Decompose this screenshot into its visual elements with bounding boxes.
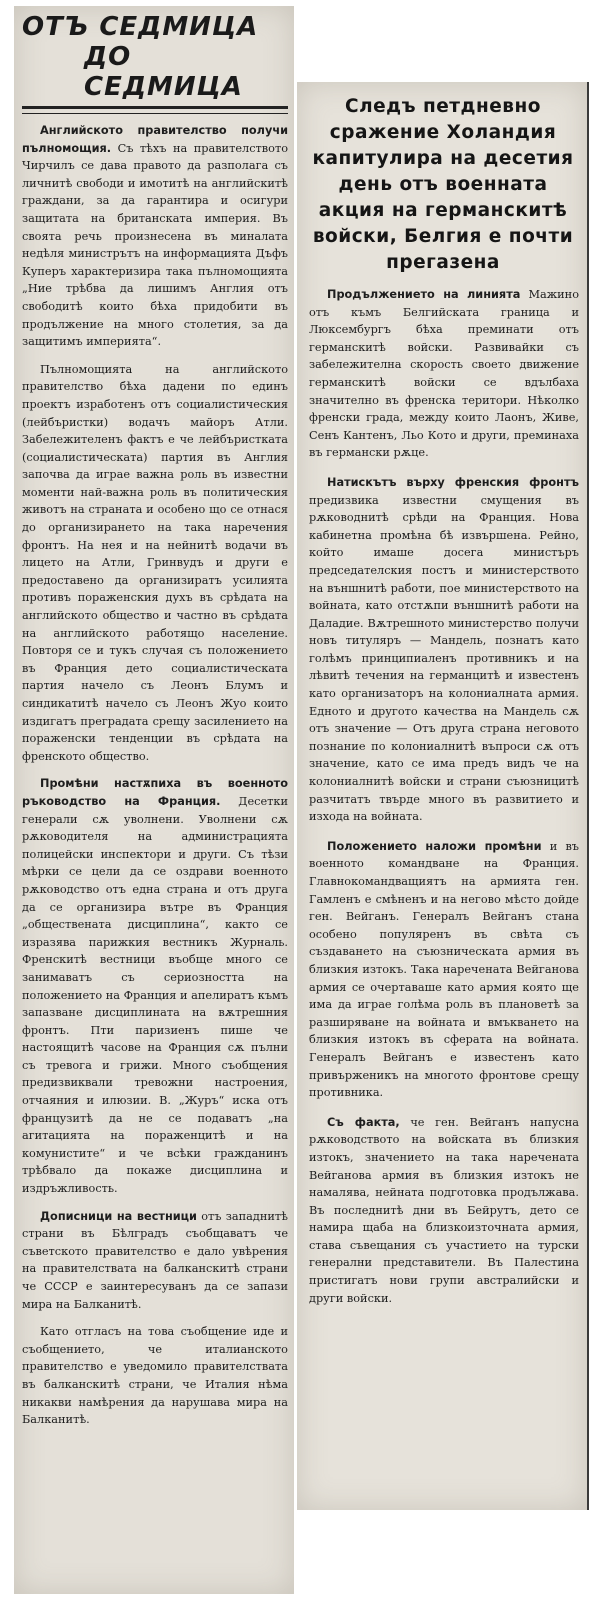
article-paragraph bbox=[22, 1323, 288, 1429]
masthead-line-2: ДО СЕДМИЦА bbox=[84, 42, 243, 102]
article-paragraph bbox=[22, 361, 288, 766]
paragraph-lead: Английското правителство получи пълномощия. bbox=[22, 124, 288, 155]
paragraph-lead: Продължението на линията bbox=[327, 288, 521, 301]
paragraph-lead: Промѣни настѫпиха въ военното ръководство на Франция. bbox=[22, 777, 288, 808]
article-paragraph bbox=[22, 122, 288, 351]
paragraph-text: отъ западнитѣ страни въ Бѣлградъ съобщаватъ че съветското правителство е дало увѣрения на правителствата на балканскитѣ страни че СССР е заинтересуванъ да се запази мира на Балканитѣ. bbox=[22, 1209, 288, 1311]
paragraph-text: Десетки генерали сѫ уволнени. Уволнени сѫ рѫководителя на администрацията полицейски инспектори и други. Съ тѣзи мѣрки се цели да се оздрави военното рѫководство отъ една страна и отъ друга да се организира вътре въ Франция „обществената дисциплина“, както се изразява парижкия вестникъ Журналь. Френскитѣ вестници въобще много се занимаватъ съ сериозността на положението на Франция и апелиратъ къмъ запазване дисциплината на вѫтрешния фронтъ. Пти паризиенъ пише че настоящитѣ часове на Франция сѫ пълни съ тревога и грижи. Много съобщения предизвиквали тревожни настроения, отчаяния и илюзии. В. „Журъ“ иска отъ французитѣ да не се подаватъ „на агитацията на пораженцитѣ и на комунистите“ и че всѣки гражданинъ трѣбвало да покаже дисциплина и издръжливость. bbox=[22, 794, 289, 1196]
masthead-line-1: ОТЪ СЕДМИЦА bbox=[22, 12, 259, 42]
article-paragraph bbox=[309, 838, 579, 1102]
paragraph-lead: Съ факта, bbox=[327, 1115, 400, 1129]
paragraph-lead: Натискътъ върху френския фронтъ bbox=[327, 475, 579, 489]
article-headline: Следъ петдневно сражение Холандия капитулира на десетия день отъ военната акция на германскитѣ войски, Белгия е почти прегазена bbox=[312, 96, 574, 273]
paragraph-lead: Положението наложи промѣни bbox=[327, 839, 542, 853]
paragraph-text: и въ военното командване на Франция. Главнокомандващиятъ на армията ген. Гамленъ е смѣненъ и на негово мѣсто дойде ген. Вейганъ. Генералъ Вейганъ стана особено популяренъ въ свѣта съ създаването на съюзническата армия въ близкия изтокъ. Така наречената Вейганова армия се очертаваше като армия която ще има да играе голѣма роль въ плановетѣ за разширяване на войната и вмъкването на близкия изтокъ въ сферата на войната. Генералъ Вейганъ е известенъ като привърженикъ на многото фронтове срещу противника. bbox=[309, 839, 579, 1100]
paragraph-text: Мажино отъ къмъ Белгийската граница и Люксембургъ бѣха преминати отъ германскитѣ войски. Развивайки съ забележителна скорость своето движение германскитѣ войски се вдълбаха значително въ френска територи. Нѣколко френски града, между които Лаонъ, Живе, Сенъ Кантенъ, Льо Кото и други, преминаха въ германски рѫце. bbox=[309, 288, 579, 460]
paragraph-lead: Дописници на вестници bbox=[40, 1209, 197, 1223]
article-paragraph bbox=[309, 474, 579, 826]
right-column bbox=[297, 82, 589, 1510]
masthead-rule bbox=[22, 106, 288, 114]
article-paragraph bbox=[309, 1114, 579, 1308]
article-paragraph bbox=[22, 1208, 288, 1314]
paragraph-text: че ген. Вейганъ напусна рѫководството на войската въ близкия изтокъ, значението на така наречената Вейганова армия въ близкия изтокъ не намалява, нейната подготовка продължава. Въ последнитѣ дни въ Бейрутъ, дето се намира щаба на близкоизточната армия, става съвещания съ участието на турски генерални представители. Въ Палестина пристигатъ нови групи австралийски и други войски. bbox=[309, 1115, 579, 1305]
left-column bbox=[14, 6, 294, 1594]
article-paragraph bbox=[22, 775, 288, 1197]
paragraph-text: предизвика известни смущения въ рѫководнитѣ срѣди на Франция. Нова кабинетна промѣна бѣ извършена. Рейно, който имаше досега министъръ председателския постъ и министерството на външнитѣ работи, пое министерството на войната, като отстѫпи външнитѣ работи на Даладие. Вѫтрешното министерство получи новъ титуляръ — Мандель, познатъ като голѣмъ принципиаленъ противникъ и на лѣвитѣ течения на германцитѣ и известенъ като организаторъ на колониалната армия. Едното и другото качества на Мандель сѫ отъ значение — Отъ друга страна неговото познание по колониалнитѣ въпроси сѫ отъ значение, като се има предъ видъ че на колониалнитѣ войски и страни съюзницитѣ разчитатъ твърде много въ развитието и изхода на войната. bbox=[309, 493, 579, 824]
paragraph-text: Пълномощията на английското правителство бѣха дадени по единъ проектъ изработенъ отъ социалистическия (лейбъристки) водачъ майоръ Атли. Забележителенъ фактъ е че лейбъристката (социалистическата) партия въ Англия започва да играе важна роль въ известни моменти най-важна роль въ политическия животъ на страната и особено що се отнася до организирането на така наречения фронтъ. На нея и на нейнитѣ водачи въ лицето на Атли, Гринвудъ и други е предоставено да организиратъ усилията противъ пораженския духъ въ срѣдата на английското общество и частно въ срѣдата на английското работящо население. Повторя се и тукъ случая съ положението въ Франция дето социалистическата партия начело съ Леонъ Блумъ и синдикатитѣ начело съ Леонъ Жуо които издигатъ преградата срещу засилението на пораженски тенденции въ срѣдата на френското общество. bbox=[22, 362, 288, 763]
article-paragraph bbox=[309, 286, 579, 462]
masthead bbox=[22, 12, 288, 102]
paragraph-text: Като отгласъ на това съобщение иде и съобщението, че италианското правителство е уведомило правителствата въ балканскитѣ страни, че Италия нѣма никакви намѣрения да нарушава мира на Балканитѣ. bbox=[22, 1325, 288, 1427]
paragraph-text: Съ тѣхъ на правителството Чирчилъ се дава правото да разполага съ личнитѣ свободи и имотитѣ на английскитѣ граждани, за да гарантира и осигури защитата на британската империя. Въ своята речь произнесена въ миналата недѣля министрътъ на информацията Дъфъ Куперъ характеризира така пълномощията „Ние трѣбва да лишимъ Англия отъ свободитѣ които бѣха придобити въ продължение на много столетия, за да защитимъ империята“. bbox=[22, 141, 288, 349]
